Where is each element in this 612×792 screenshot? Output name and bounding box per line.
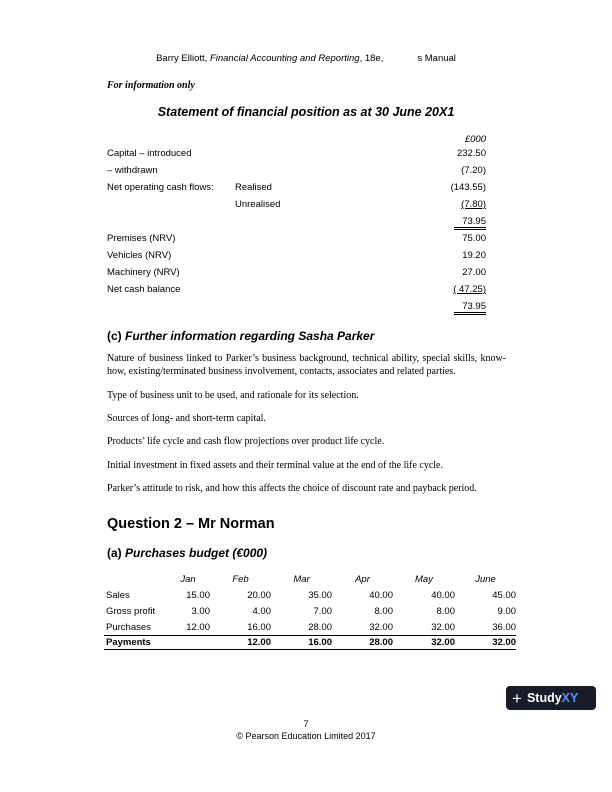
month-header: Feb xyxy=(232,573,249,585)
sfp-row-label: Net cash balance xyxy=(107,284,181,295)
table-row xyxy=(104,619,516,636)
cell: 9.00 xyxy=(497,605,516,617)
sfp-row-amount: 27.00 xyxy=(462,267,486,278)
page-number: 7 xyxy=(303,719,309,729)
cell: 28.00 xyxy=(332,636,393,650)
sfp-row-amount: 19.20 xyxy=(462,250,486,261)
section-c-paragraph: Initial investment in fixed assets and their terminal value at the end of the life cycle. xyxy=(107,460,443,471)
cell: 3.00 xyxy=(191,605,210,617)
section-c-paragraph: Products’ life cycle and cash flow projections over product life cycle. xyxy=(107,436,385,447)
sfp-row-sub: Unrealised xyxy=(235,199,281,210)
sfp-row-amount: (143.55) xyxy=(450,182,486,193)
sfp-row-amount: (7.80) xyxy=(461,199,486,210)
section-c-title: Further information regarding Sasha Parker xyxy=(125,329,375,343)
section-c-paragraph: Nature of business linked to Parker’s business background, technical ability, special skills, know-how, existing/terminated business involvement, contacts, associates and related parties. xyxy=(107,353,506,377)
sfp-row-label: Net operating cash flows: xyxy=(107,182,214,193)
sfp-row-amount: ( 47.25) xyxy=(453,284,486,295)
cell: 8.00 xyxy=(374,605,393,617)
sfp-row-label: – withdrawn xyxy=(107,165,158,176)
sfp-title: Statement of financial position as at 30 June 20X1 xyxy=(157,105,455,119)
studyxy-badge[interactable] xyxy=(506,686,596,710)
sfp-total xyxy=(454,300,486,314)
purchases-budget-prefix: (a) xyxy=(107,546,125,560)
section-c-prefix: (c) xyxy=(107,329,125,343)
cell: 28.00 xyxy=(308,621,332,633)
cell: 12.00 xyxy=(210,636,271,650)
month-header: Mar xyxy=(293,573,310,585)
sfp-subtotal xyxy=(454,215,486,229)
sfp-row-amount: (7.20) xyxy=(461,165,486,176)
cell: 40.00 xyxy=(431,589,455,601)
section-c-paragraph: Sources of long- and short-term capital. xyxy=(107,413,266,424)
sfp-row-label: Capital – introduced xyxy=(107,148,192,159)
sfp-row-amount: 75.00 xyxy=(462,233,486,244)
header-manual: s Manual xyxy=(417,53,456,64)
badge-study-text: Study xyxy=(526,691,562,705)
cell: 7.00 xyxy=(313,605,332,617)
header-edition: , 18e, xyxy=(359,53,384,64)
month-header: May xyxy=(415,573,433,585)
sfp-subtotal-value: 73.95 xyxy=(454,216,486,230)
table-row xyxy=(104,587,516,603)
purchases-budget-heading xyxy=(107,546,267,560)
row-label: Sales xyxy=(106,589,130,601)
header-book-title: Financial Accounting and Reporting xyxy=(209,53,360,64)
sfp-row-label: Machinery (NRV) xyxy=(107,267,180,278)
cell xyxy=(166,636,210,650)
cell: 20.00 xyxy=(247,589,271,601)
badge-xy-text: XY xyxy=(561,691,579,705)
month-header: Apr xyxy=(355,573,370,585)
purchases-budget-title: Purchases budget (€000) xyxy=(125,546,268,560)
info-label: For information only xyxy=(107,80,195,91)
section-c-heading xyxy=(107,329,374,343)
cell: 40.00 xyxy=(369,589,393,601)
cell: 45.00 xyxy=(492,589,516,601)
cell: 16.00 xyxy=(247,621,271,633)
purchases-budget-table xyxy=(104,571,516,650)
copyright: © Pearson Education Limited 2017 xyxy=(236,731,376,741)
question-2-title: Question 2 – Mr Norman xyxy=(107,516,275,532)
cell: 15.00 xyxy=(186,589,210,601)
cell: 4.00 xyxy=(252,605,271,617)
row-label: Payments xyxy=(104,636,166,650)
sfp-row-amount: 232.50 xyxy=(456,148,486,159)
cell: 16.00 xyxy=(271,636,332,650)
section-c-paragraph: Type of business unit to be used, and rationale for its selection. xyxy=(107,390,359,401)
cell: 32.00 xyxy=(393,636,455,650)
cell: 32.00 xyxy=(369,621,393,633)
sfp-currency: £000 xyxy=(464,134,486,145)
table-header-row xyxy=(104,571,516,587)
row-label: Purchases xyxy=(106,621,151,633)
month-header: Jan xyxy=(180,573,196,585)
row-label: Gross profit xyxy=(106,605,156,617)
sfp-row-label: Vehicles (NRV) xyxy=(107,250,172,261)
table-row xyxy=(104,603,516,619)
cell: 32.00 xyxy=(431,621,455,633)
cell: 32.00 xyxy=(455,636,516,650)
header-author: Barry Elliott, xyxy=(156,53,208,64)
cell: 12.00 xyxy=(186,621,210,633)
running-header xyxy=(0,53,612,64)
sfp-total-value: 73.95 xyxy=(454,301,486,315)
sfp-row-sub: Realised xyxy=(235,182,272,193)
section-c-paragraph: Parker’s attitude to risk, and how this affects the choice of discount rate and payback period. xyxy=(107,483,477,494)
cell: 35.00 xyxy=(308,589,332,601)
cell: 36.00 xyxy=(492,621,516,633)
payments-row xyxy=(104,636,516,650)
cell: 8.00 xyxy=(436,605,455,617)
month-header: June xyxy=(475,573,496,585)
sfp-row-label: Premises (NRV) xyxy=(107,233,176,244)
plus-icon: + xyxy=(512,688,522,708)
